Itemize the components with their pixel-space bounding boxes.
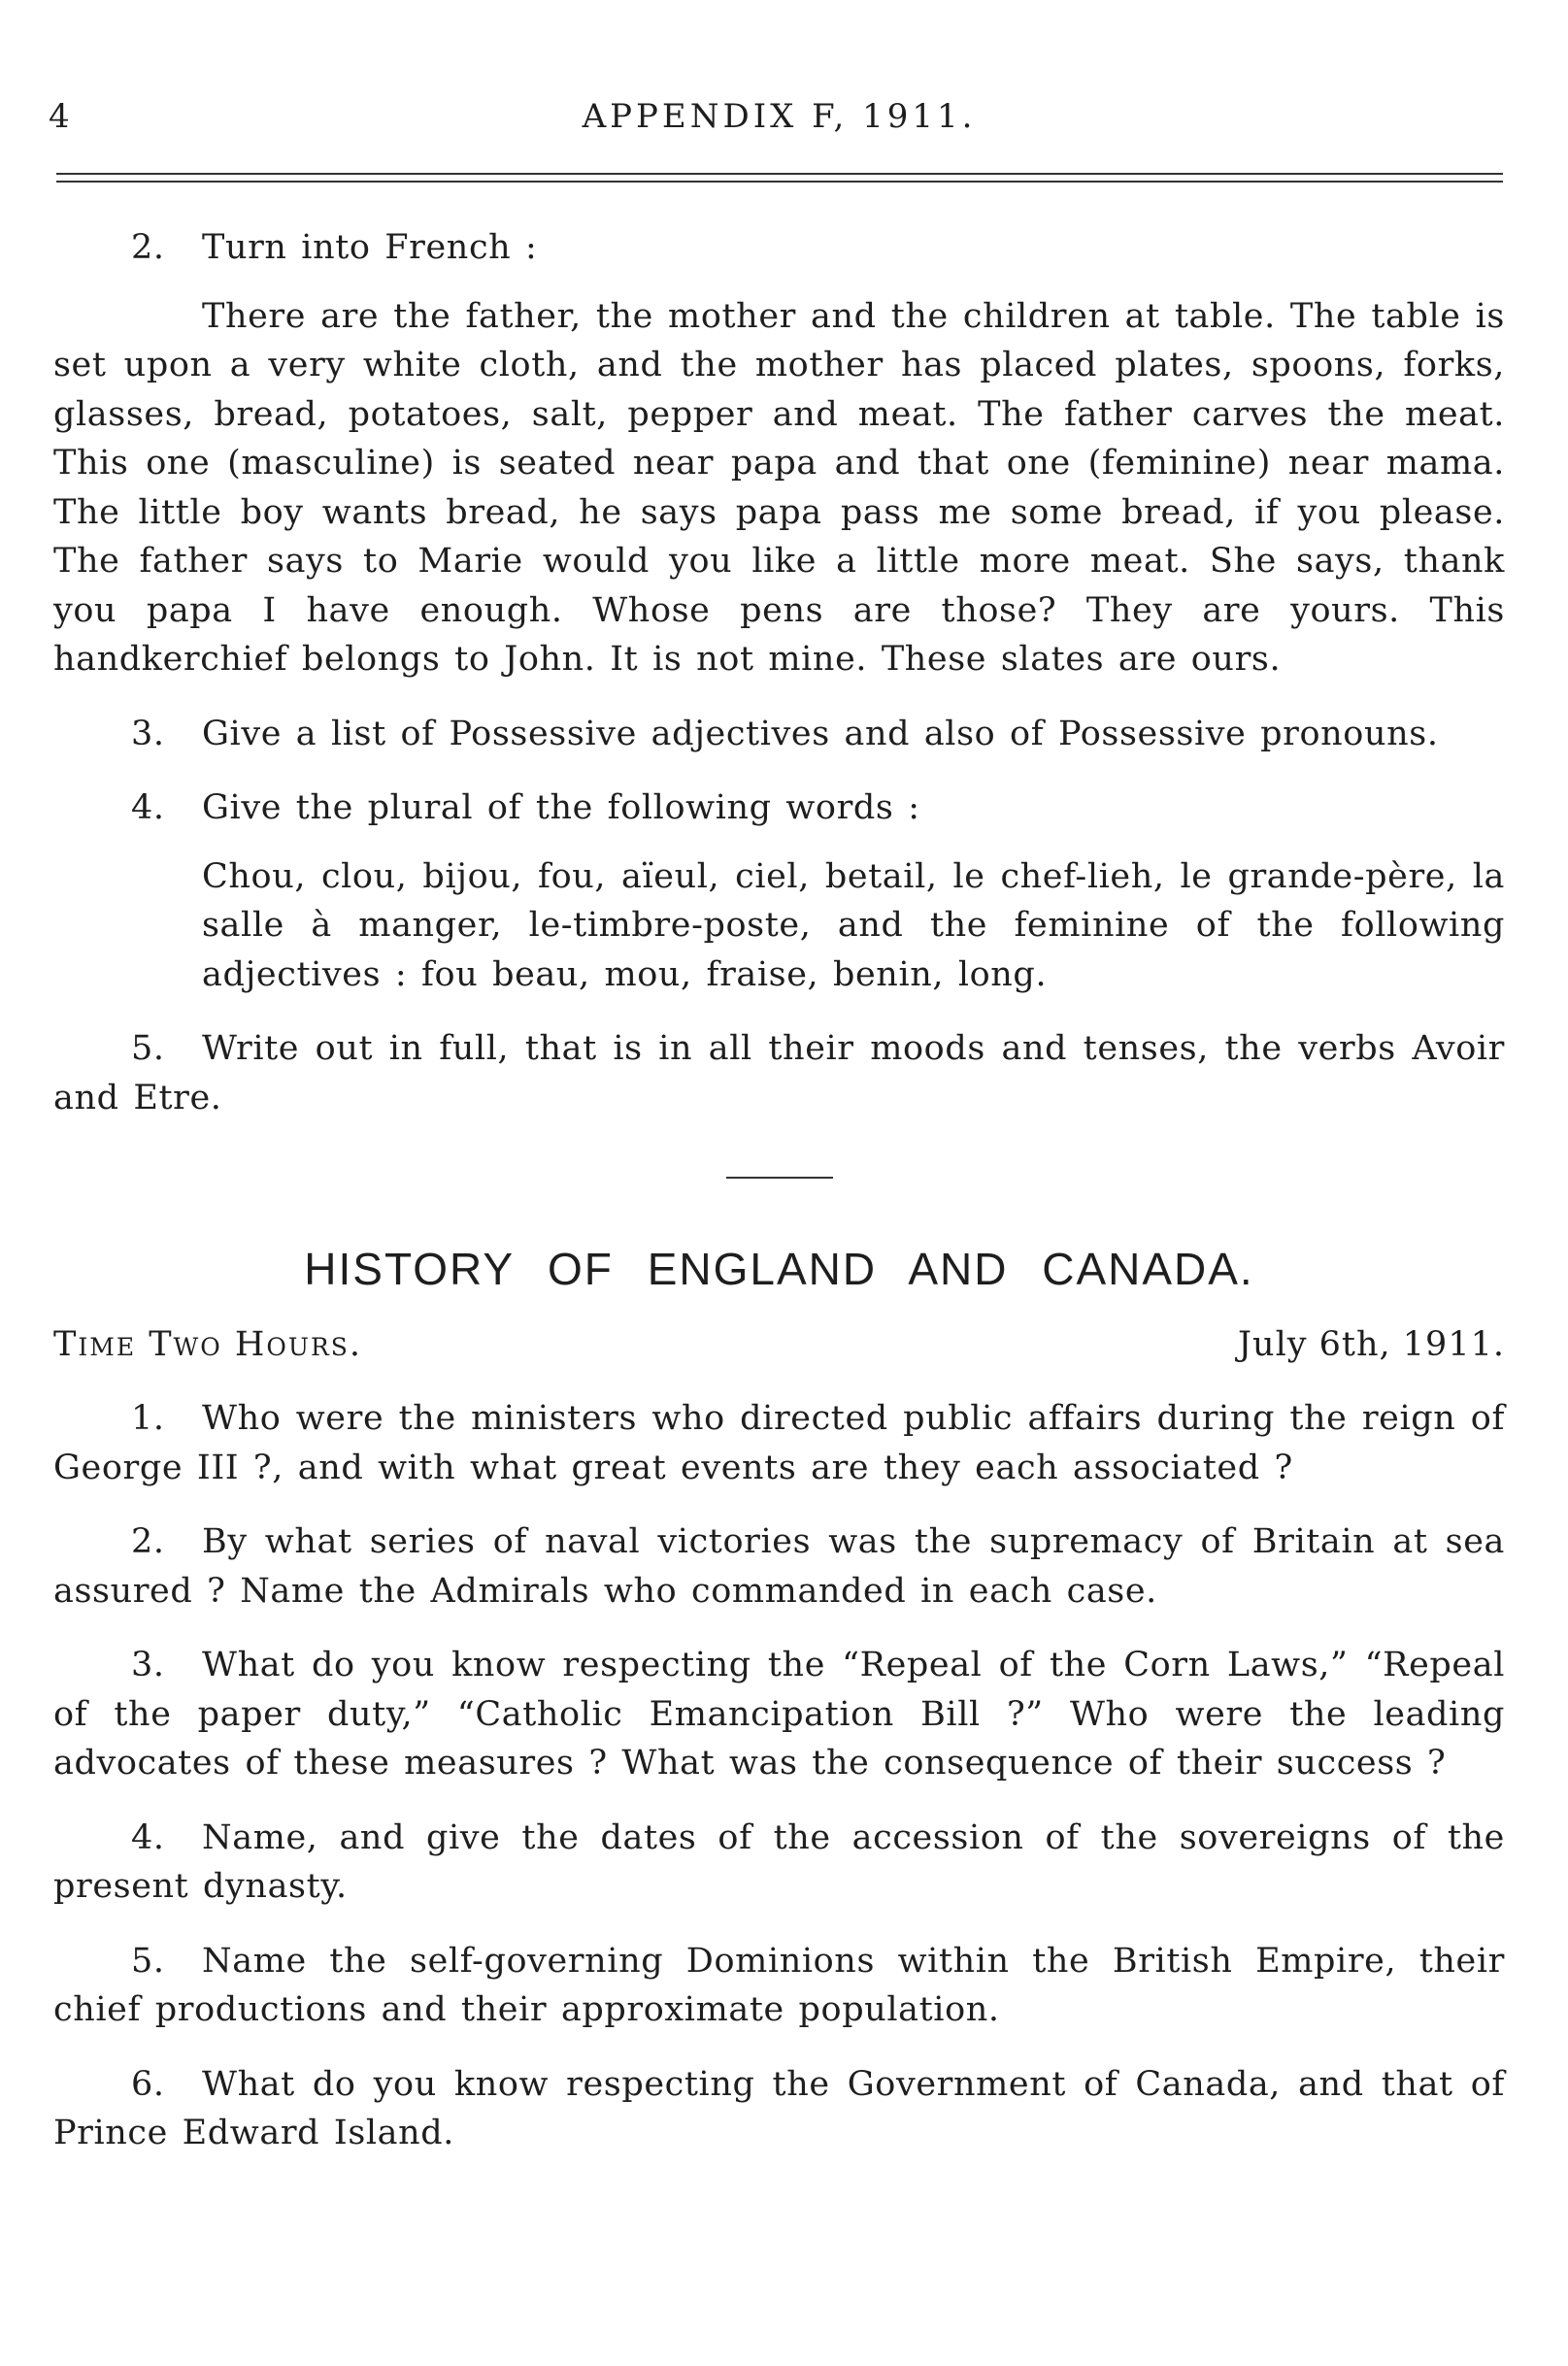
question-text: Name, and give the dates of the accession of the sovereigns of the present dynasty. xyxy=(53,1817,1505,1906)
question-number: 1. xyxy=(131,1399,165,1438)
history-question-3 xyxy=(53,1641,1505,1788)
question-number: 5. xyxy=(131,1029,165,1068)
question-prompt: Give the plural of the following words : xyxy=(202,788,920,827)
exam-time: Time Two Hours. xyxy=(53,1325,363,1364)
page-header xyxy=(49,97,1510,146)
history-question-1 xyxy=(53,1394,1505,1492)
question-prompt: Turn into French : xyxy=(202,228,538,267)
header-rule xyxy=(56,173,1503,183)
question-text: Give a list of Possessive adjectives and also of Possessive pronouns. xyxy=(202,714,1439,753)
question-number: 2. xyxy=(131,228,165,267)
french-question-4-words: Chou, clou, bijou, fou, aïeul, ciel, betail, le chef-lieh, le grande-père, la salle à manger, le-timbre-poste, and the feminine of the following adjectives : fou beau, mou, fraise, benin, long. xyxy=(202,856,1505,994)
question-text: What do you know respecting the Government of Canada, and that of Prince Edward Island. xyxy=(53,2064,1505,2152)
exam-date: July 6th, 1911. xyxy=(1238,1325,1505,1364)
history-question-2 xyxy=(53,1517,1505,1616)
question-number: 3. xyxy=(131,714,165,753)
question-number: 6. xyxy=(131,2064,165,2104)
question-number: 2. xyxy=(131,1522,165,1561)
page-body xyxy=(53,223,1505,2158)
french-question-3 xyxy=(53,710,1505,759)
french-question-5 xyxy=(53,1024,1505,1122)
question-text: Who were the ministers who directed public affairs during the reign of George III ?, and with what great events are they each associated ? xyxy=(53,1399,1505,1487)
history-question-6 xyxy=(53,2060,1505,2158)
section-divider xyxy=(726,1177,833,1179)
question-text: What do you know respecting the “Repeal of the Corn Laws,” “Repeal of the paper duty,” “Catholic Emancipation Bill ?” Who were the leading advocates of these measures ? What was the consequence of their success ? xyxy=(53,1646,1505,1783)
french-question-4-heading xyxy=(53,783,1505,833)
question-number: 4. xyxy=(131,1817,165,1857)
page-number: 4 xyxy=(49,97,71,136)
history-question-5 xyxy=(53,1937,1505,2035)
french-question-2-passage: There are the father, the mother and the children at table. The table is set upon a very white cloth, and the mother has placed plates, spoons, forks, glasses, bread, potatoes, salt, pepper and meat. The father carves the meat. This one (masculine) is seated near papa and that one (feminine) near mama. The little boy wants bread, he says papa pass me some bread, if you please. The father says to Marie would you like a little more meat. She says, thank you papa I have enough. Whose pens are those? They are yours. This handkerchief belongs to John. It is not mine. These slates are ours. xyxy=(53,296,1505,679)
question-text: Write out in full, that is in all their moods and tenses, the verbs Avoir and Etre. xyxy=(53,1029,1505,1117)
french-question-2-heading xyxy=(53,223,1505,273)
question-number: 5. xyxy=(131,1941,165,1981)
section-title: HISTORY OF ENGLAND AND CANADA. xyxy=(304,1244,1254,1294)
question-number: 4. xyxy=(131,788,165,827)
exam-info-row xyxy=(53,1320,1505,1369)
running-head: APPENDIX F, 1911. xyxy=(582,97,977,136)
history-question-4 xyxy=(53,1814,1505,1912)
question-text: By what series of naval victories was the supremacy of Britain at sea assured ? Name the Admirals who commanded in each case. xyxy=(53,1522,1505,1611)
question-number: 3. xyxy=(131,1646,165,1684)
question-text: Name the self-governing Dominions within the British Empire, their chief productions and their approximate population. xyxy=(53,1941,1505,2029)
